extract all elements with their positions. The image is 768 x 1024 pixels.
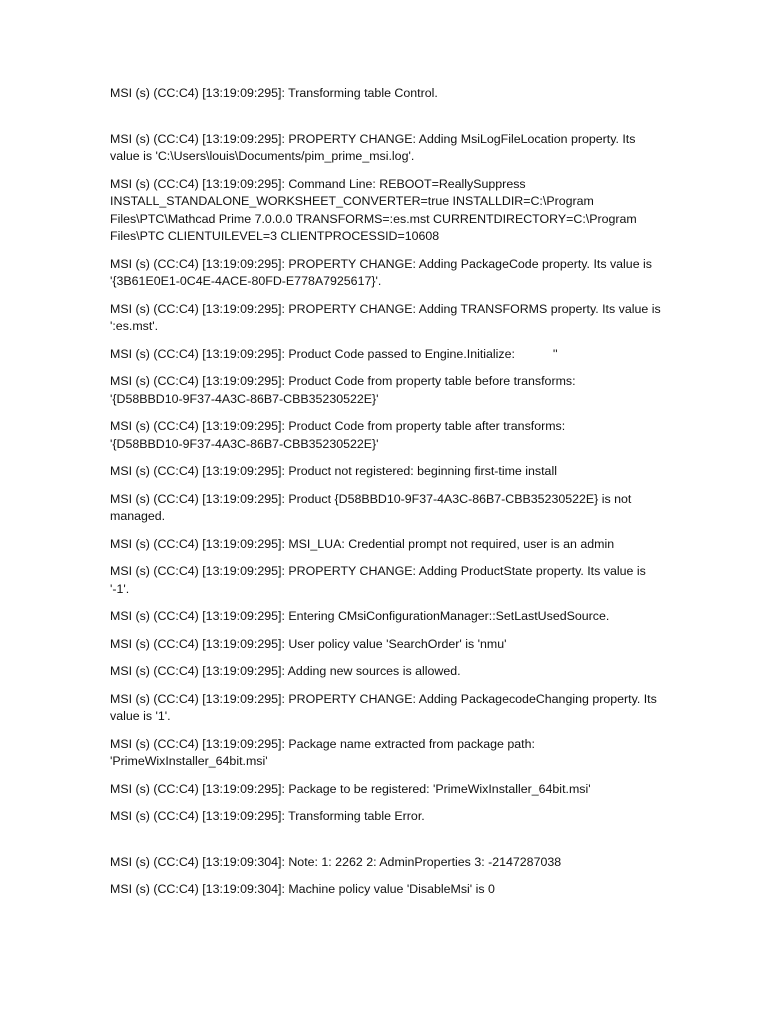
log-line-new-sources: MSI (s) (CC:C4) [13:19:09:295]: Adding new sources is allowed. (110, 664, 461, 678)
log-line-note-adminproperties: MSI (s) (CC:C4) [13:19:09:304]: Note: 1: 2262 2: AdminProperties 3: -2147287038 (110, 854, 562, 869)
log-line-packagecodechanging: MSI (s) (CC:C4) [13:19:09:295]: PROPERTY CHANGE: Adding PackagecodeChanging property. Its value is '1'. (110, 691, 657, 723)
log-line-disablemsi: MSI (s) (CC:C4) [13:19:09:304]: Machine policy value 'DisableMsi' is 0 (110, 882, 495, 896)
log-page (110, 85, 670, 909)
log-line-transforming-error: MSI (s) (CC:C4) [13:19:09:295]: Transforming table Error. (110, 809, 425, 823)
log-line-msi-lua: MSI (s) (CC:C4) [13:19:09:295]: MSI_LUA: Credential prompt not required, user is an admin (110, 536, 615, 551)
log-line-productstate: MSI (s) (CC:C4) [13:19:09:295]: PROPERTY CHANGE: Adding ProductState property. Its value is '-1'. (110, 564, 646, 596)
log-line-searchorder: MSI (s) (CC:C4) [13:19:09:295]: User policy value 'SearchOrder' is 'nmu' (110, 636, 507, 651)
log-line-package-name: MSI (s) (CC:C4) [13:19:09:295]: Package name extracted from package path: 'PrimeWixInstaller_64bit.msi' (110, 736, 535, 768)
log-line-product-not-registered: MSI (s) (CC:C4) [13:19:09:295]: Product not registered: beginning first-time install (110, 464, 557, 478)
log-line-transforming-control: MSI (s) (CC:C4) [13:19:09:295]: Transforming table Control. (110, 86, 438, 100)
log-line-product-code-passed: MSI (s) (CC:C4) [13:19:09:295]: Product Code passed to Engine.Initialize: '' (110, 346, 558, 361)
log-line-msilogfilelocation: MSI (s) (CC:C4) [13:19:09:295]: PROPERTY CHANGE: Adding MsiLogFileLocation property. Its value is 'C:\Users\louis\Documents/pim_prime_msi.log'. (110, 131, 636, 163)
log-line-product-not-managed: MSI (s) (CC:C4) [13:19:09:295]: Product {D58BBD10-9F37-4A3C-86B7-CBB35230522E} is not managed. (110, 491, 632, 523)
log-line-setlastusedsource: MSI (s) (CC:C4) [13:19:09:295]: Entering CMsiConfigurationManager::SetLastUsedSource. (110, 609, 610, 623)
log-line-transforms-property: MSI (s) (CC:C4) [13:19:09:295]: PROPERTY CHANGE: Adding TRANSFORMS property. Its value is ':es.mst'. (110, 301, 661, 333)
log-line-packagecode: MSI (s) (CC:C4) [13:19:09:295]: PROPERTY CHANGE: Adding PackageCode property. Its value is '{3B61E0E1-0C4E-4ACE-80FD-E778A7925617}'. (110, 256, 652, 288)
log-line-product-code-after: MSI (s) (CC:C4) [13:19:09:295]: Product Code from property table after transforms: '{D58BBD10-9F37-4A3C-86B7-CBB35230522E}' (110, 419, 566, 451)
log-line-product-code-before: MSI (s) (CC:C4) [13:19:09:295]: Product Code from property table before transforms: '{D58BBD10-9F37-4A3C-86B7-CBB35230522E}' (110, 374, 576, 406)
log-line-package-registered: MSI (s) (CC:C4) [13:19:09:295]: Package to be registered: 'PrimeWixInstaller_64bit.msi' (110, 781, 591, 796)
log-line-command-line: MSI (s) (CC:C4) [13:19:09:295]: Command Line: REBOOT=ReallySuppress INSTALL_STANDALONE_WORKSHEET_CONVERTER=true INSTALLDIR=C:\Program Files\PTC\Mathcad Prime 7.0.0.0 TRANSFORMS=:es.mst CURRENTDIRECTORY=C:\Program Files\PTC CLIENTUILEVEL=3 CLIENTPROCESSID=10608 (110, 176, 637, 243)
